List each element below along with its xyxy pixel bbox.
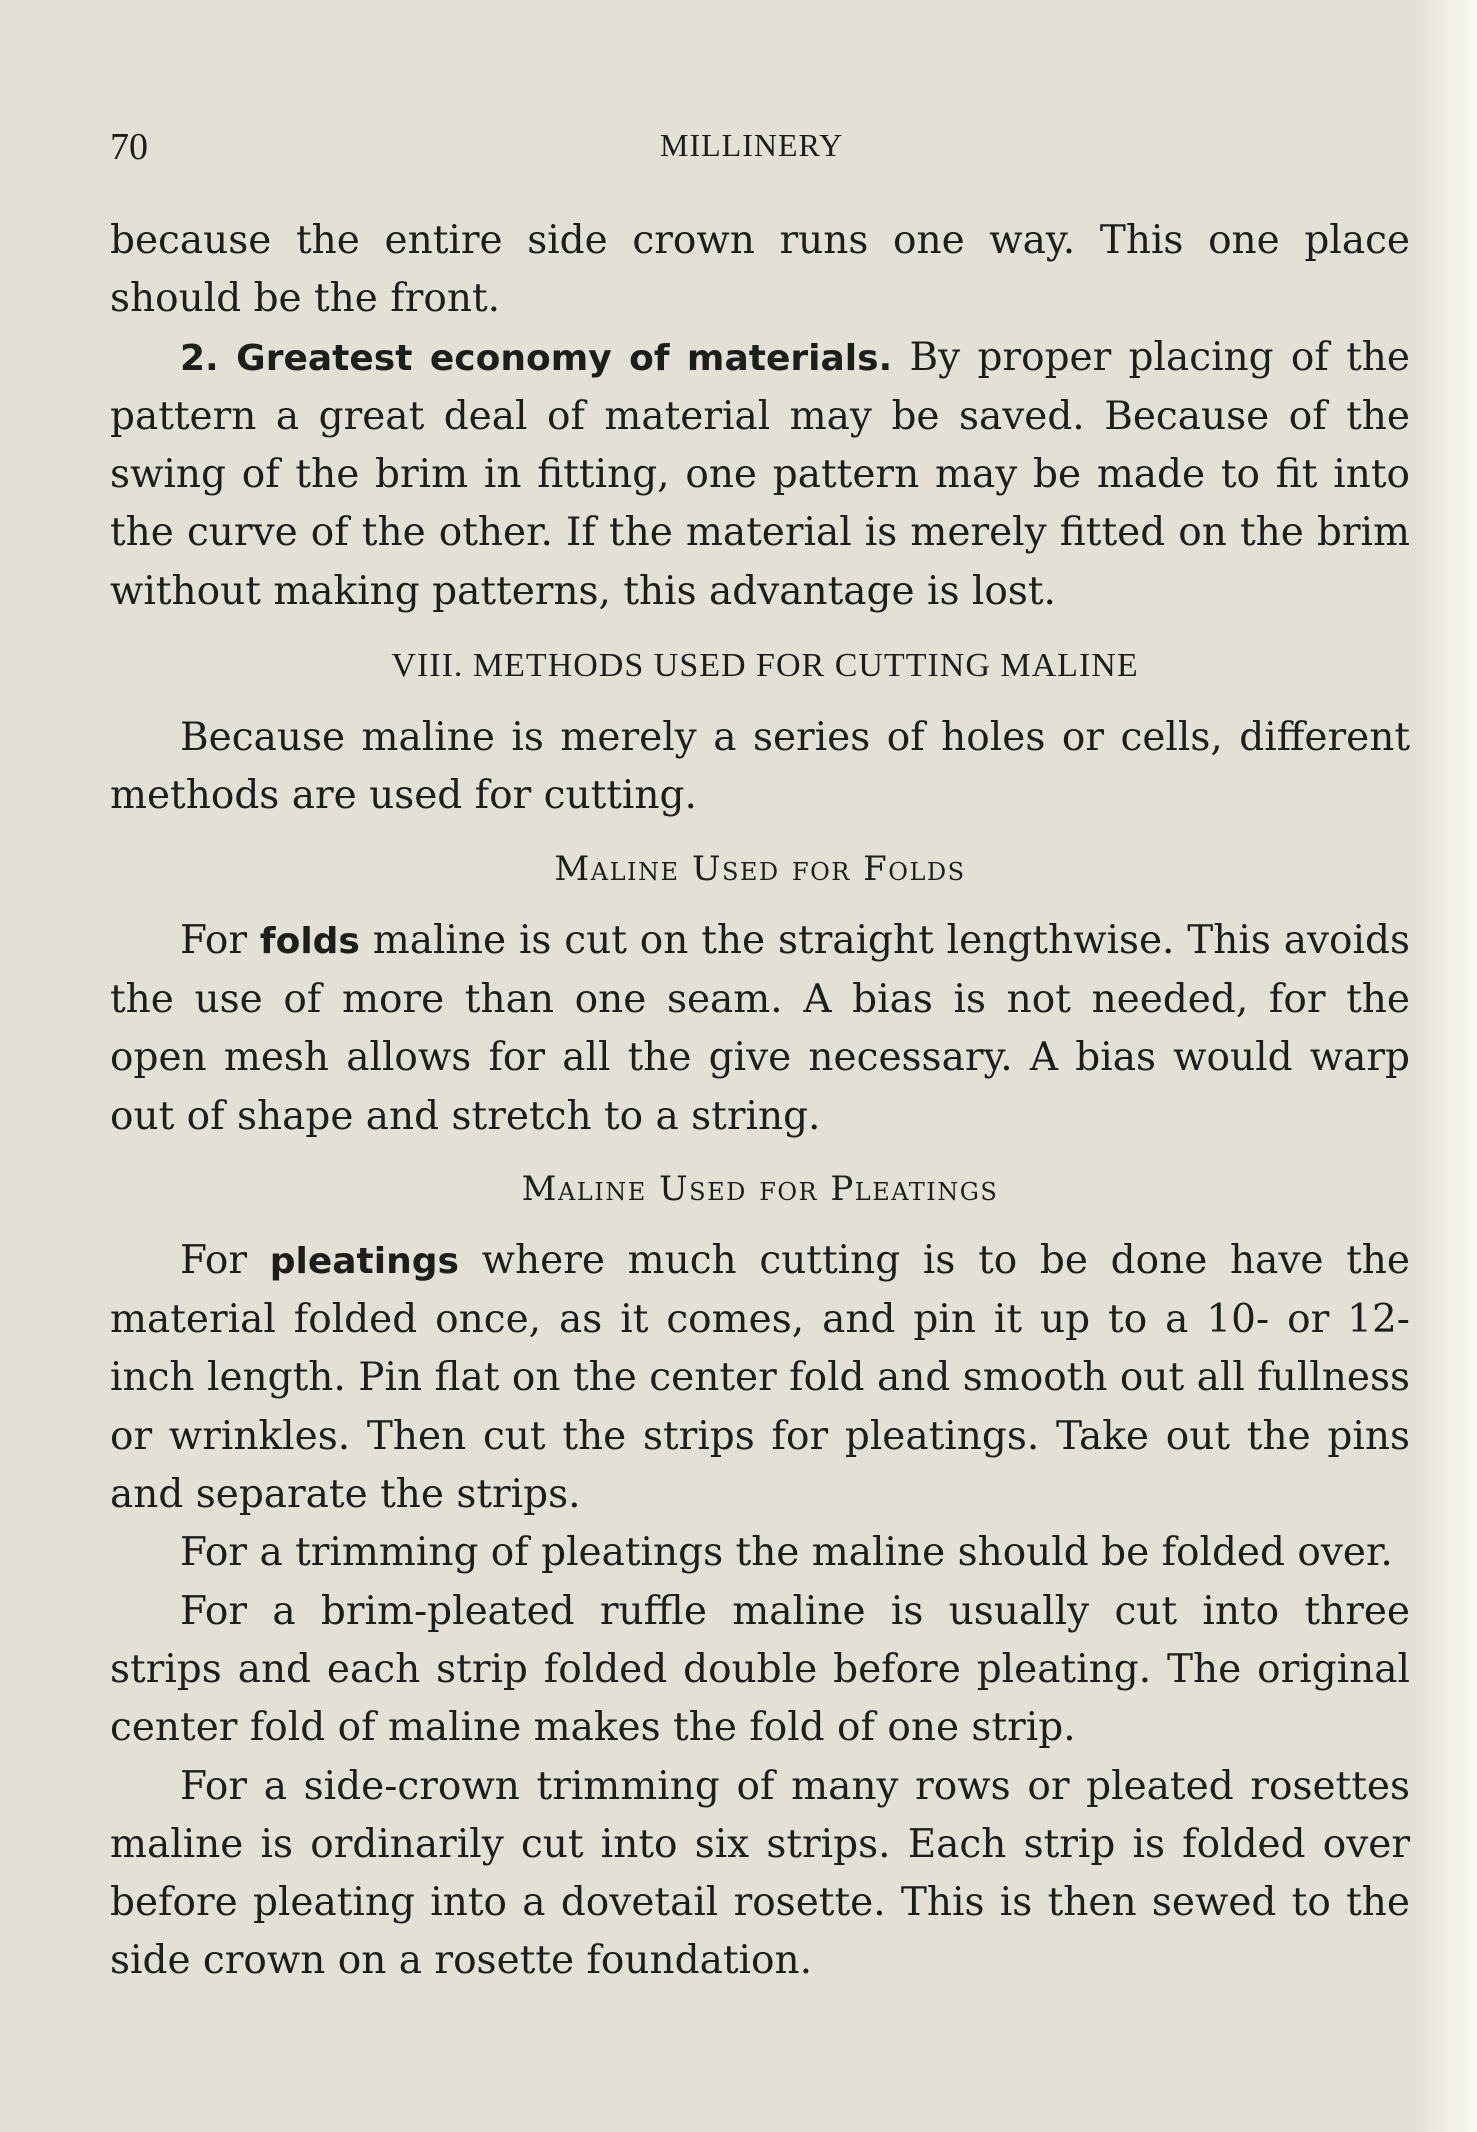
running-title: MILLINERY	[660, 127, 844, 163]
section-heading: VIII. METHODS USED FOR CUTTING MALINE	[391, 647, 1139, 685]
page-body	[110, 212, 1410, 1991]
point-heading: 2. Greatest economy of materials.	[180, 337, 893, 379]
paragraph-text: because the entire side crown runs one way. This one place should be the front.	[110, 218, 1410, 322]
paragraph-continuation	[110, 212, 1410, 329]
bold-term: folds	[259, 920, 360, 962]
paragraph-text: For a side-crown trimming of many rows or pleated rosettes maline is ordinarily cut into six strips. Each strip is folded over before pleating into a dovetail rosette. This is then sewed to the side crown on a rosette foundation.	[110, 1763, 1410, 1984]
subheading-pleatings: Maline Used for Pleatings	[521, 1168, 999, 1209]
paragraph-ruffle	[110, 1583, 1410, 1758]
paragraph-text: For a trimming of pleatings the maline should be folded over.	[180, 1530, 1393, 1576]
paragraph-text: where much cutting is to be done have the material folded once, as it comes, and pin it up to a 10- or 12-inch length. Pin flat on the center fold and smooth out all fullness or wrinkles. Then cut the strips for pleatings. Take out the pins and separate the strips.	[110, 1237, 1410, 1518]
paragraph-text: Because maline is merely a series of holes or cells, different methods are used for cutting.	[110, 715, 1410, 819]
paragraph-trimming	[110, 1524, 1410, 1582]
page-header	[110, 125, 1410, 175]
paragraph-text: For	[180, 917, 260, 963]
paragraph-intro	[110, 709, 1410, 826]
bold-term: pleatings	[269, 1240, 459, 1282]
paragraph-pleatings	[110, 1232, 1410, 1524]
page-number: 70	[110, 126, 148, 168]
paragraph-text: For a brim-pleated ruffle maline is usually cut into three strips and each strip folded double before pleating. The original center fold of maline makes the fold of one strip.	[110, 1588, 1410, 1751]
page-edge-shading	[1417, 0, 1477, 2132]
paragraph-text: maline is cut on the straight lengthwise. This avoids the use of more than one seam. A bias is not needed, for the open mesh allows for all the give necessary. A bias would warp out of shape and stretch to a string.	[110, 917, 1410, 1139]
paragraph-folds	[110, 912, 1410, 1146]
paragraph-text: By proper placing of the pattern a great deal of material may be saved. Because of the swing of the brim in fitting, one pattern may be made to fit into the curve of the other. If the material is merely fitted on the brim without making patterns, this advantage is lost.	[110, 334, 1411, 614]
paragraph-economy	[110, 329, 1410, 621]
paragraph-rosettes	[110, 1758, 1410, 1991]
subheading-folds: Maline Used for Folds	[554, 848, 966, 889]
paragraph-text: For	[180, 1237, 270, 1283]
